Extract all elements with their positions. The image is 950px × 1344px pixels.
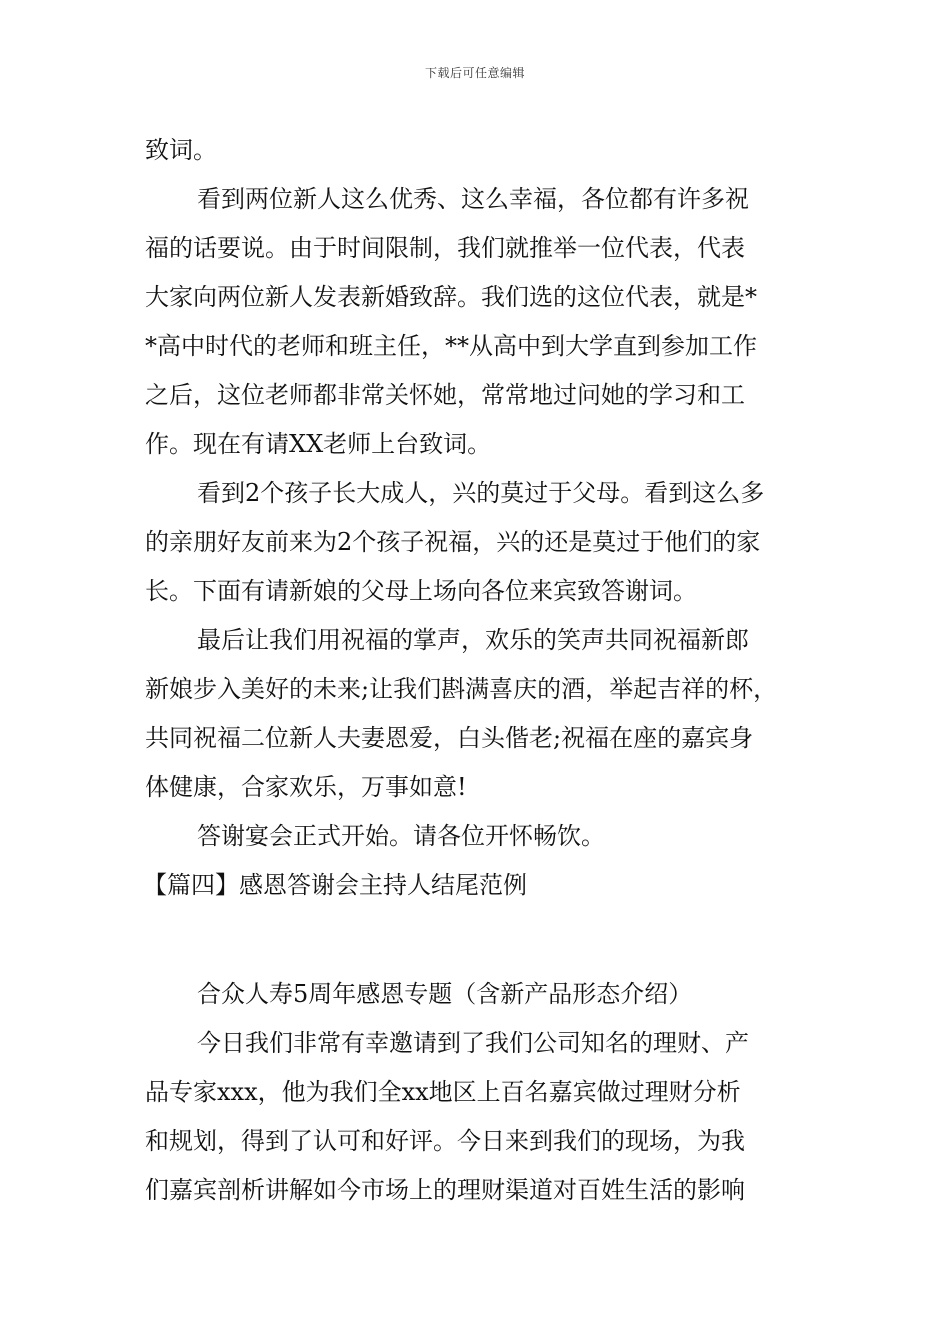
paragraph-line: 的亲朋好友前来为2个孩子祝福，兴的还是莫过于他们的家	[145, 528, 761, 556]
paragraph-line: 今日我们非常有幸邀请到了我们公司知名的理财、产	[197, 1029, 749, 1057]
paragraph-line: 作。现在有请XX老师上台致词。	[145, 430, 492, 458]
paragraph-line: 长。下面有请新娘的父母上场向各位来宾致答谢词。	[145, 577, 697, 605]
paragraph-line: 品专家xxx，他为我们全xx地区上百名嘉宾做过理财分析	[145, 1078, 741, 1106]
paragraph-line: 致词。	[145, 136, 217, 164]
paragraph-line: 看到2个孩子长大成人，兴的莫过于父母。看到这么多	[197, 479, 765, 507]
paragraph-line: 看到两位新人这么优秀、这么幸福，各位都有许多祝	[197, 185, 749, 213]
section-subtitle: 合众人寿5周年感恩专题（含新产品形态介绍）	[197, 980, 693, 1008]
page-header-note: 下载后可任意编辑	[424, 66, 525, 80]
paragraph-line: 答谢宴会正式开始。请各位开怀畅饮。	[197, 822, 605, 850]
paragraph-line: 们嘉宾剖析讲解如今市场上的理财渠道对百姓生活的影响	[145, 1176, 745, 1204]
paragraph-line: 新娘步入美好的未来;让我们斟满喜庆的酒，举起吉祥的杯，	[145, 675, 778, 703]
paragraph-line: 和规划，得到了认可和好评。今日来到我们的现场，为我	[145, 1127, 745, 1155]
blank-spacer	[145, 910, 835, 970]
paragraph-line: 大家向两位新人发表新婚致辞。我们选的这位代表，就是*	[145, 283, 757, 311]
paragraph-line: 共同祝福二位新人夫妻恩爱，白头偕老;祝福在座的嘉宾身	[145, 724, 754, 752]
paragraph-line: 之后，这位老师都非常关怀她，常常地过问她的学习和工	[145, 381, 745, 409]
paragraph-line: 体健康，合家欢乐，万事如意!	[145, 773, 467, 801]
paragraph-line: 福的话要说。由于时间限制，我们就推举一位代表，代表	[145, 234, 745, 262]
paragraph-line: 最后让我们用祝福的掌声，欢乐的笑声共同祝福新郎	[197, 626, 749, 654]
paragraph-line: *高中时代的老师和班主任，**从高中到大学直到参加工作	[145, 332, 757, 360]
section-heading: 【篇四】感恩答谢会主持人结尾范例	[143, 871, 527, 899]
document-body	[145, 126, 835, 1215]
